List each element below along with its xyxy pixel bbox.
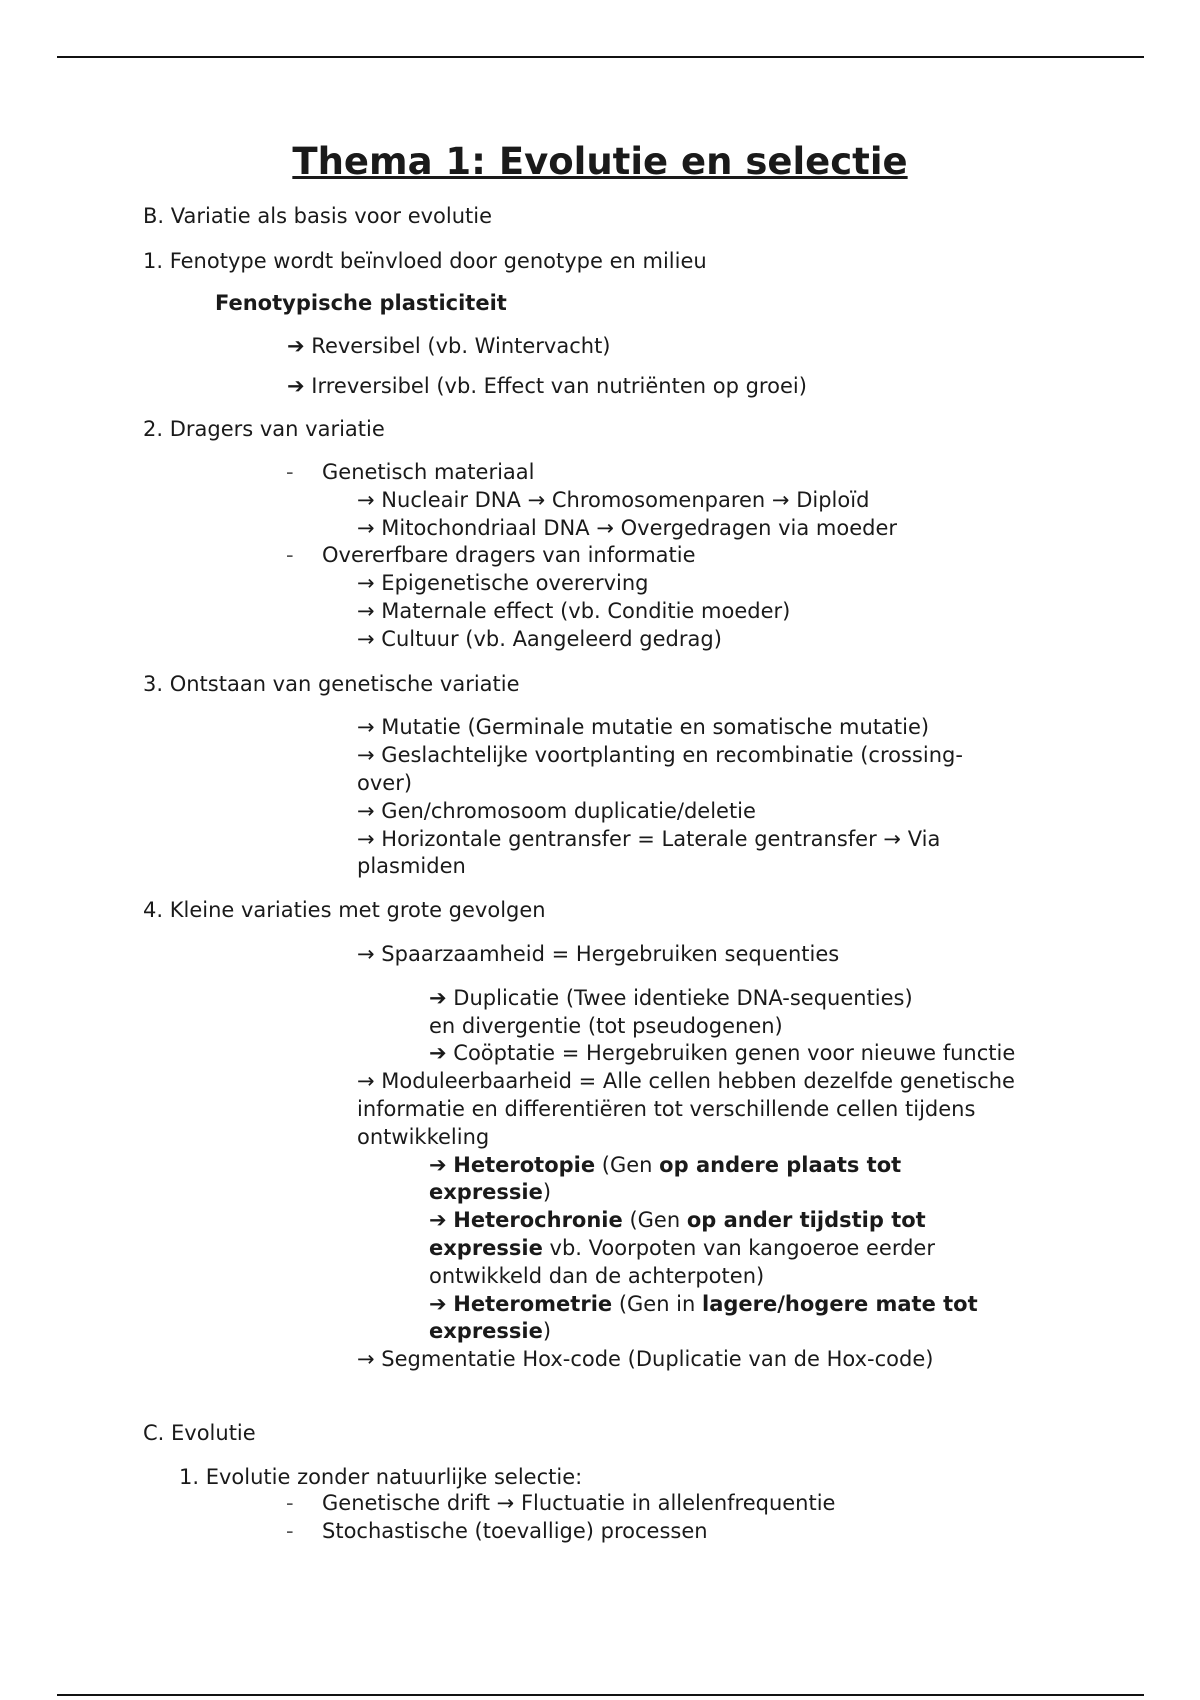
arrow-icon: ➔ [287, 374, 305, 398]
list-item: → Horizontale gentransfer = Laterale gentransfer → Via [357, 827, 941, 851]
list-item: expressie) [429, 1319, 552, 1343]
section-b1-subheading: Fenotypische plasticiteit [215, 291, 507, 315]
section-b4-heading: 4. Kleine variaties met grote gevolgen [143, 898, 546, 922]
arrow-icon: → [357, 715, 375, 739]
list-item: informatie en differentiëren tot verschillende cellen tijdens [357, 1097, 976, 1121]
arrow-icon: → [357, 488, 375, 512]
arrow-icon: → [357, 627, 375, 651]
arrow-icon: ➔ [429, 1041, 447, 1065]
list-item: → Segmentatie Hox-code (Duplicatie van de Hox-code) [357, 1347, 934, 1371]
arrow-icon: → [357, 799, 375, 823]
page-title: Thema 1: Evolutie en selectie [292, 140, 908, 183]
list-item: over) [357, 771, 413, 795]
arrow-icon: → [357, 1347, 375, 1371]
dash-bullet: - [286, 1519, 294, 1543]
list-item: → Maternale effect (vb. Conditie moeder) [357, 599, 791, 623]
section-c1-heading: 1. Evolutie zonder natuurlijke selectie: [179, 1465, 583, 1489]
list-item: en divergentie (tot pseudogenen) [429, 1014, 783, 1038]
list-item: → Spaarzaamheid = Hergebruiken sequenties [357, 942, 840, 966]
arrow-icon: → [771, 488, 790, 512]
list-item: → Gen/chromosoom duplicatie/deletie [357, 799, 756, 823]
list-item: ➔ Coöptatie = Hergebruiken genen voor nieuwe functie [429, 1041, 1016, 1065]
header-rule [57, 56, 1144, 58]
section-b2-heading: 2. Dragers van variatie [143, 417, 385, 441]
arrow-icon: ➔ [287, 334, 305, 358]
arrow-icon: → [357, 599, 375, 623]
arrow-icon: → [357, 516, 375, 540]
arrow-icon: → [357, 827, 375, 851]
arrow-icon: → [357, 1069, 375, 1093]
arrow-icon: → [357, 743, 375, 767]
arrow-icon: ➔ [429, 1153, 447, 1177]
dash-bullet: - [286, 543, 294, 567]
arrow-icon: → [357, 571, 375, 595]
arrow-icon: → [496, 1491, 515, 1515]
list-item: ➔ Duplicatie (Twee identieke DNA-sequenties) [429, 986, 913, 1010]
list-item: ➔ Heterochronie (Gen op ander tijdstip tot [429, 1208, 926, 1232]
section-b-heading: B. Variatie als basis voor evolutie [143, 204, 493, 228]
list-item: ➔ Reversibel (vb. Wintervacht) [287, 334, 611, 358]
list-item: expressie vb. Voorpoten van kangoeroe eerder [429, 1236, 935, 1260]
list-item: Stochastische (toevallige) processen [322, 1519, 708, 1543]
list-item: ➔ Heterotopie (Gen op andere plaats tot [429, 1153, 902, 1177]
dash-bullet: - [286, 460, 294, 484]
dash-bullet: - [286, 1491, 294, 1515]
list-item: Overerfbare dragers van informatie [322, 543, 696, 567]
list-item: ontwikkeld dan de achterpoten) [429, 1264, 765, 1288]
arrow-icon: → [596, 516, 614, 540]
list-item: → Mitochondriaal DNA → Overgedragen via moeder [357, 516, 897, 540]
section-b1-heading: 1. Fenotype wordt beïnvloed door genotype en milieu [143, 249, 707, 273]
arrow-icon: ➔ [429, 1208, 447, 1232]
list-item: ontwikkeling [357, 1125, 490, 1149]
list-item: ➔ Heterometrie (Gen in lagere/hogere mate tot [429, 1292, 978, 1316]
list-item: → Geslachtelijke voortplanting en recombinatie (crossing- [357, 743, 963, 767]
list-item: → Mutatie (Germinale mutatie en somatische mutatie) [357, 715, 930, 739]
arrow-icon: ➔ [429, 1292, 447, 1316]
list-item: → Nucleair DNA → Chromosomenparen → Diploïd [357, 488, 870, 512]
section-b3-heading: 3. Ontstaan van genetische variatie [143, 672, 520, 696]
footer-rule [57, 1694, 1144, 1696]
list-item: → Moduleerbaarheid = Alle cellen hebben dezelfde genetische [357, 1069, 1015, 1093]
list-item: plasmiden [357, 854, 466, 878]
arrow-icon: → [883, 827, 902, 851]
arrow-icon: → [357, 942, 375, 966]
list-item: Genetisch materiaal [322, 460, 535, 484]
list-item: Genetische drift → Fluctuatie in allelenfrequentie [322, 1491, 836, 1515]
section-c-heading: C. Evolutie [143, 1421, 256, 1445]
arrow-icon: ➔ [429, 986, 447, 1010]
list-item: → Epigenetische overerving [357, 571, 649, 595]
list-item: expressie) [429, 1180, 552, 1204]
list-item: → Cultuur (vb. Aangeleerd gedrag) [357, 627, 722, 651]
list-item: ➔ Irreversibel (vb. Effect van nutriënten op groei) [287, 374, 807, 398]
arrow-icon: → [527, 488, 546, 512]
